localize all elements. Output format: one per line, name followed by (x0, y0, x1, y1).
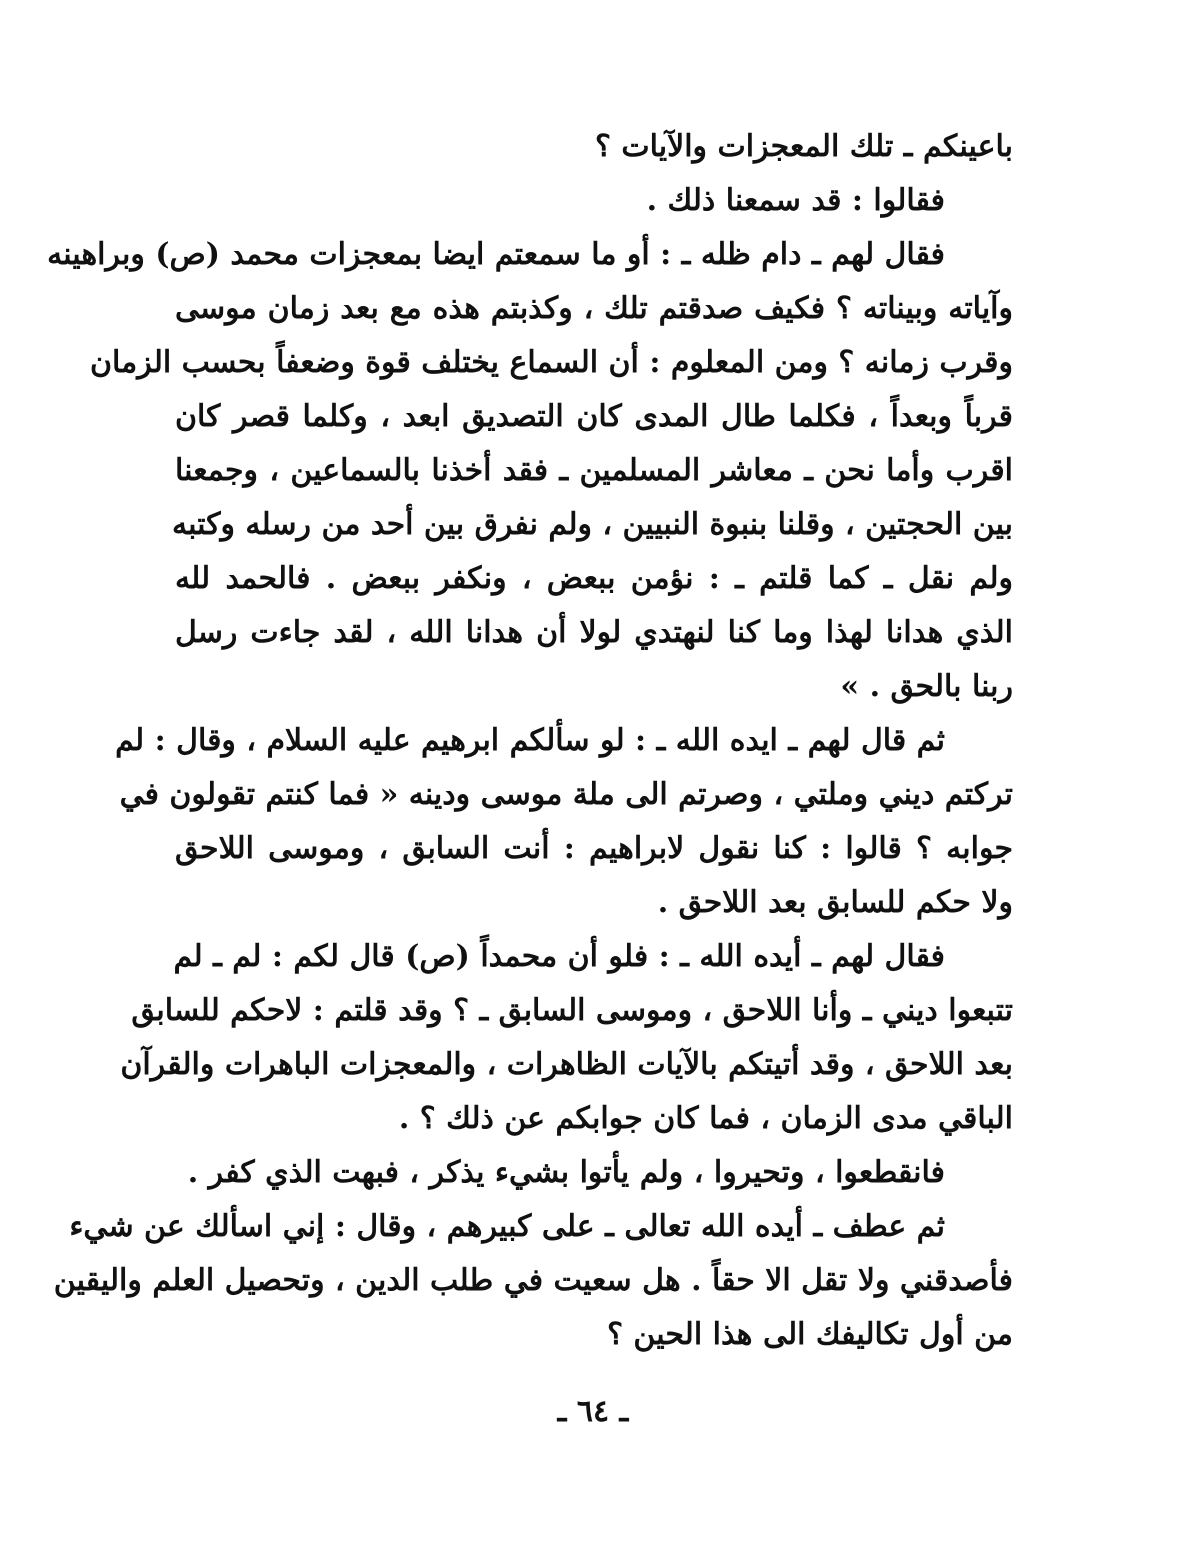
text-line: بعد اللاحق ، وقد أتيتكم بالآيات الظاهرات ، والمعجزات الباهرات والقرآن (120, 1047, 1013, 1082)
text-line: فقال لهم ـ دام ظله ـ : أو ما سمعتم ايضا بمعجزات محمد (ص) وبراهينه (47, 237, 945, 272)
text-line: فقال لهم ـ أيده الله ـ : فلو أن محمداً (ص) قال لكم : لم ـ لم (173, 939, 945, 974)
text-line: ربنا بالحق . » (840, 669, 1013, 704)
text-line: بين الحجتين ، وقلنا بنبوة النبيين ، ولم نفرق بين أحد من رسله وكتبه (172, 507, 1013, 542)
text-line: ولا حكم للسابق بعد اللاحق . (657, 885, 1013, 920)
text-line: باعينكم ـ تلك المعجزات والآيات ؟ (595, 129, 1013, 164)
text-line: من أول تكاليفك الى هذا الحين ؟ (607, 1317, 1013, 1352)
text-line: فأصدقني ولا تقل الا حقاً . هل سعيت في طلب الدين ، وتحصيل العلم واليقين (53, 1263, 1013, 1298)
text-line: قرباً وبعداً ، فكلما طال المدى كان التصديق ابعد ، وكلما قصر كان (175, 399, 1013, 434)
text-line: فانقطعوا ، وتحيروا ، ولم يأتوا بشيء يذكر ، فبهت الذي كفر . (187, 1155, 945, 1190)
text-line: ثم عطف ـ أيده الله تعالى ـ على كبيرهم ، وقال : إني اسألك عن شيء (69, 1209, 945, 1244)
text-line: تتبعوا ديني ـ وأنا اللاحق ، وموسى السابق ـ ؟ وقد قلتم : لاحكم للسابق (131, 993, 1013, 1028)
text-line: تركتم ديني وملتي ، وصرتم الى ملة موسى ودينه « فما كنتم تقولون في (119, 777, 1013, 812)
text-line: فقالوا : قد سمعنا ذلك . (646, 183, 945, 218)
page-number: ـ ٦٤ ـ (557, 1394, 629, 1429)
text-line: الباقي مدى الزمان ، فما كان جوابكم عن ذلك ؟ . (398, 1101, 1013, 1136)
text-line: جوابه ؟ قالوا : كنا نقول لابراهيم : أنت السابق ، وموسى اللاحق (175, 831, 1013, 866)
text-line: اقرب وأما نحن ـ معاشر المسلمين ـ فقد أخذنا بالسماعين ، وجمعنا (175, 453, 1013, 488)
text-line: وقرب زمانه ؟ ومن المعلوم : أن السماع يختلف قوة وضعفاً بحسب الزمان (89, 345, 1013, 380)
text-line: ثم قال لهم ـ ايده الله ـ : لو سألكم ابرهيم عليه السلام ، وقال : لم (115, 723, 945, 758)
text-line: وآياته وبيناته ؟ فكيف صدقتم تلك ، وكذبتم هذه مع بعد زمان موسى (175, 291, 1013, 326)
text-line: ولم نقل ـ كما قلتم ـ : نؤمن ببعض ، ونكفر ببعض . فالحمد لله (175, 561, 1013, 596)
text-line: الذي هدانا لهذا وما كنا لنهتدي لولا أن هدانا الله ، لقد جاءت رسل (175, 615, 1013, 650)
body-text (47, 120, 1013, 1362)
